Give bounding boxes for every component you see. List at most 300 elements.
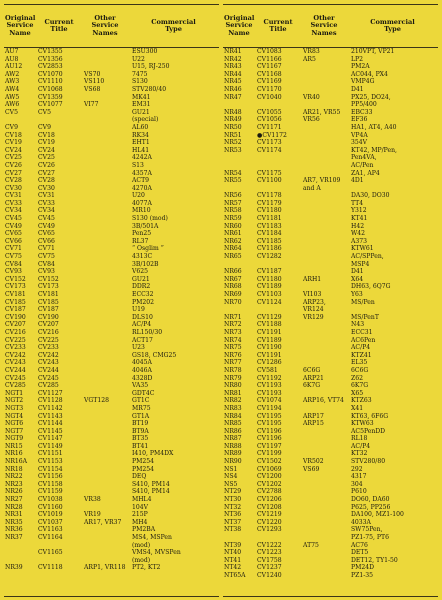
table-row [223, 549, 438, 557]
other-service-names-cell [82, 48, 128, 56]
header-other-service-names: Other Service Names [91, 13, 119, 37]
commercial-type-cell: GDT4C [132, 389, 155, 397]
table-row [223, 435, 438, 443]
other-service-names-cell [82, 458, 128, 466]
other-service-names-cell: 6C6G [303, 366, 321, 374]
other-service-names-cell [301, 526, 347, 541]
original-service-name-cell: NT30 [224, 496, 242, 504]
table-row [4, 162, 219, 170]
original-service-name-cell: NR41 [224, 48, 242, 55]
table-row [4, 526, 219, 534]
original-service-name-cell: CV65 [5, 230, 22, 238]
original-service-name-cell: CV93 [5, 268, 22, 276]
other-service-names-cell: VR83 [303, 48, 320, 55]
original-service-name-cell: NT36 [224, 511, 242, 519]
other-service-names-cell: ARH1 [303, 275, 322, 283]
original-service-name-cell: AW4 [5, 85, 20, 93]
table-row [223, 443, 438, 451]
original-service-name-cell: NR83 [224, 404, 242, 412]
commercial-type-cell: PM254 [132, 465, 154, 473]
table-row [4, 94, 219, 102]
table-row [223, 314, 438, 322]
current-title-cell: CV152 [38, 275, 59, 283]
commercial-type-cell: PM202 [132, 298, 154, 306]
original-service-name-cell: CV190 [5, 313, 26, 321]
other-service-names-cell: VI77 [84, 101, 99, 109]
original-service-name-cell: NR36 [5, 526, 23, 534]
current-title-cell: CV1129 [257, 313, 282, 321]
other-service-names-cell [82, 230, 128, 238]
table-row [223, 71, 438, 79]
commercial-type-cell: MS/PenT [351, 313, 379, 321]
current-title-cell: CV1195 [257, 420, 282, 428]
original-service-name-cell: NR69 [224, 291, 242, 298]
commercial-type-cell: U15, RJ-250 [132, 63, 170, 71]
commercial-type-cell: AC/P4 [351, 442, 371, 450]
table-row [4, 86, 219, 94]
table-row [4, 337, 219, 345]
commercial-type-cell: 4077A [132, 199, 152, 207]
original-service-name-cell: NR35 [5, 518, 23, 526]
header-commercial-type: Commercial Type [151, 17, 196, 33]
table-row [223, 481, 438, 489]
table-row [223, 511, 438, 519]
current-title-cell: CV27 [38, 169, 55, 177]
table-row [223, 458, 438, 466]
right-table-body [223, 48, 438, 596]
other-service-names-cell [82, 139, 128, 147]
current-title-cell: CV1192 [257, 374, 282, 382]
current-title-cell: CV1128 [38, 397, 63, 405]
current-title-cell: CV242 [38, 351, 59, 359]
table-row [4, 101, 219, 109]
current-title-cell: CV581 [257, 366, 278, 374]
original-service-name-cell: NR88 [224, 442, 242, 450]
original-service-name-cell: CV25 [5, 154, 22, 162]
other-service-names-cell [301, 215, 347, 223]
original-service-name-cell: CV66 [5, 237, 22, 245]
table-row [4, 154, 219, 162]
commercial-type-cell: PT2, KT2 [132, 564, 161, 572]
commercial-type-cell: EF36 [351, 116, 368, 124]
table-row [4, 435, 219, 443]
commercial-type-cell: S130 [132, 78, 148, 86]
header-current-title: Current Title [263, 17, 293, 33]
commercial-type-cell: HL41 [132, 146, 150, 154]
current-title-cell: CV1502 [257, 458, 282, 466]
commercial-type-cell: KT63, 6F6G [351, 412, 389, 420]
current-title-cell: CV181 [38, 291, 59, 298]
commercial-type-cell: 4046A [132, 366, 152, 374]
commercial-type-cell: LP2 [351, 55, 364, 63]
commercial-type-cell: KT41 [351, 215, 368, 223]
original-service-name-cell: CV24 [5, 146, 22, 154]
table-row [4, 511, 219, 519]
commercial-type-cell: S410, PM14 [132, 488, 170, 496]
other-service-names-cell [82, 154, 128, 162]
commercial-type-cell: AC/P4 [132, 321, 152, 329]
commercial-type-cell: X65 [351, 389, 364, 397]
commercial-type-cell: DA100, MZ1-100 [351, 511, 404, 519]
other-service-names-cell [301, 71, 347, 79]
original-service-name-cell: NR74 [224, 336, 242, 344]
other-service-names-cell [301, 405, 347, 413]
current-title-cell: CV1056 [257, 116, 282, 124]
commercial-type-cell: H42 [351, 222, 365, 230]
table-row [4, 496, 219, 504]
other-service-names-cell [82, 488, 128, 496]
table-row [223, 329, 438, 337]
other-service-names-cell: ARP23, VR124 [303, 298, 326, 314]
other-service-names-cell: VR129 [303, 313, 324, 321]
original-service-name-cell: NR81 [224, 389, 242, 397]
current-title-cell: CV1180 [257, 207, 282, 215]
table-row [223, 473, 438, 481]
current-title-cell: CV25 [38, 154, 55, 162]
original-service-name-cell: CV33 [5, 199, 22, 207]
original-service-name-cell: NR82 [224, 397, 242, 405]
original-service-name-cell: NR66 [224, 268, 242, 276]
original-service-name-cell: CV18 [5, 131, 22, 139]
original-service-name-cell: CV27 [5, 169, 22, 177]
current-title-cell: CV49 [38, 222, 55, 230]
table-row [4, 147, 219, 155]
original-service-name-cell: NR50 [224, 123, 242, 131]
original-service-name-cell: CV9 [5, 123, 18, 131]
original-service-name-cell: NR73 [224, 328, 242, 336]
table-row [223, 215, 438, 223]
table-row [4, 314, 219, 322]
commercial-type-cell: STV280/80 [351, 458, 386, 466]
original-service-name-cell: AU7 [5, 48, 19, 55]
original-service-name-cell: NR76 [224, 351, 242, 359]
table-row [4, 63, 219, 71]
current-title-cell: CV26 [38, 161, 55, 169]
other-service-names-cell [301, 86, 347, 94]
current-title-cell: CV28 [38, 177, 55, 185]
table-row [223, 63, 438, 71]
current-title-cell: CV1197 [257, 442, 282, 450]
current-title-cell: CV1208 [257, 503, 282, 511]
table-row [4, 488, 219, 496]
original-service-name-cell: CV225 [5, 336, 26, 344]
header-other-service-names: Other Service Names [310, 13, 338, 37]
table-row [4, 200, 219, 208]
original-service-name-cell: NR62 [224, 237, 242, 245]
commercial-type-cell: ESU300 [132, 48, 158, 55]
table-row [223, 86, 438, 94]
other-service-names-cell: AR5 [303, 55, 316, 63]
table-row [223, 321, 438, 329]
original-service-name-cell: CV207 [5, 321, 26, 329]
current-title-cell: CV1163 [38, 526, 63, 534]
other-service-names-cell [301, 488, 347, 496]
other-service-names-cell [301, 519, 347, 527]
original-service-name-cell: NT39 [224, 541, 242, 549]
left-table-header [4, 5, 219, 48]
other-service-names-cell [82, 185, 128, 193]
table-row [4, 230, 219, 238]
other-service-names-cell [82, 268, 128, 276]
current-title-cell: CV1151 [38, 450, 63, 458]
commercial-type-cell: 4328D [132, 374, 153, 382]
current-title-cell: CV1144 [38, 420, 63, 428]
table-row [223, 413, 438, 421]
current-title-cell: CV1359 [38, 93, 63, 101]
table-row [223, 542, 438, 550]
other-service-names-cell [301, 253, 347, 268]
commercial-type-cell: AC/P4 [351, 344, 371, 352]
commercial-type-cell: 6C6G [351, 366, 369, 374]
other-service-names-cell [301, 443, 347, 451]
other-service-names-cell [82, 428, 128, 436]
original-service-name-cell: CV181 [5, 291, 26, 298]
other-service-names-cell [82, 299, 128, 307]
current-title-cell: CV190 [38, 313, 59, 321]
commercial-type-cell: KT32 [351, 450, 368, 458]
original-service-name-cell: NS1 [224, 465, 238, 473]
original-service-name-cell: CV244 [5, 366, 26, 374]
other-service-names-cell: VGT128 [84, 397, 109, 405]
current-title-cell: CV207 [38, 321, 59, 329]
table-row [223, 337, 438, 345]
current-title-cell: CV71 [38, 245, 55, 253]
current-title-cell: CV1170 [257, 85, 282, 93]
other-service-names-cell [82, 94, 128, 102]
commercial-type-cell: PZ1-35 [351, 571, 374, 579]
table-row [223, 56, 438, 64]
current-title-cell: CV1355 [38, 48, 63, 55]
commercial-type-cell: 104V [132, 503, 149, 511]
current-title-cell: CV1193 [257, 389, 282, 397]
table-row [4, 549, 219, 564]
commercial-type-cell: 215P [132, 511, 148, 519]
original-service-name-cell: AW5 [5, 93, 20, 101]
other-service-names-cell: 6K7G [303, 382, 321, 390]
current-title-cell: CV1222 [257, 541, 282, 549]
commercial-type-cell: Pen25 [132, 230, 152, 238]
original-service-name-cell: NT40 [224, 549, 242, 557]
current-title-cell: CV1070 [38, 70, 63, 78]
table-row [223, 109, 438, 117]
current-title-cell: CV1069 [257, 465, 282, 473]
original-service-name-cell: NR80 [224, 382, 242, 390]
current-title-cell: CV1223 [257, 549, 282, 557]
commercial-type-cell: GT1A [132, 412, 150, 420]
original-service-name-cell: NR78 [224, 366, 242, 374]
current-title-cell: CV1220 [257, 518, 282, 526]
current-title-cell: CV1169 [257, 78, 282, 86]
current-title-cell: CV1077 [38, 101, 63, 109]
other-service-names-cell [301, 352, 347, 360]
current-title-cell: CV1103 [257, 291, 282, 298]
other-service-names-cell [301, 329, 347, 337]
original-service-name-cell: NR16 [5, 450, 23, 458]
current-title-cell: CV19 [38, 139, 55, 147]
table-row [4, 375, 219, 383]
other-service-names-cell [82, 549, 128, 564]
current-title-cell: CV1158 [38, 480, 63, 488]
header-commercial-type: Commercial Type [370, 17, 415, 33]
current-title-cell: CV33 [38, 199, 55, 207]
commercial-type-cell: EBC33 [351, 108, 373, 116]
current-title-cell: CV1190 [257, 344, 282, 352]
commercial-type-cell: RL18 [351, 435, 368, 443]
original-service-name-cell: NR16A [5, 458, 28, 466]
original-service-name-cell: NGT6 [5, 420, 24, 428]
table-row [4, 397, 219, 405]
current-title-cell: CV1118 [38, 564, 63, 572]
original-service-name-cell: CV152 [5, 275, 26, 283]
other-service-names-cell: AR21, VR55 [303, 108, 341, 116]
other-service-names-cell [82, 283, 128, 291]
other-service-names-cell [301, 207, 347, 215]
table-row [4, 132, 219, 140]
original-service-name-cell: NR59 [224, 215, 242, 223]
commercial-type-cell: VMS4, MVSPen (mod) [132, 549, 181, 564]
original-service-name-cell: CV245 [5, 374, 26, 382]
commercial-type-cell: DDR2 [132, 283, 151, 291]
other-service-names-cell [82, 329, 128, 337]
commercial-type-cell: DET5 [351, 549, 369, 557]
other-service-names-cell [82, 481, 128, 489]
table-row [4, 139, 219, 147]
current-title-cell: CV30 [38, 184, 55, 192]
commercial-type-cell: RK34 [132, 131, 149, 139]
commercial-type-cell: U19 [132, 306, 145, 314]
other-service-names-cell: VS68 [84, 85, 101, 93]
original-service-name-cell: NR37 [5, 534, 23, 541]
current-title-cell: CV1166 [257, 55, 282, 63]
other-service-names-cell: ARP1, VR118 [84, 564, 126, 572]
original-service-name-cell: NR52 [224, 139, 242, 147]
other-service-names-cell [82, 132, 128, 140]
table-row [223, 132, 438, 140]
current-title-cell: CV285 [38, 382, 59, 390]
commercial-type-cell: U22 [132, 55, 145, 63]
commercial-type-cell: 4317 [351, 473, 367, 481]
original-service-name-cell: NR64 [224, 245, 242, 253]
table-row [223, 78, 438, 86]
other-service-names-cell: VS70 [84, 70, 101, 78]
commercial-type-cell: DEQ [132, 473, 147, 481]
table-row [4, 344, 219, 352]
other-service-names-cell [301, 504, 347, 512]
current-title-cell: CV1356 [38, 55, 63, 63]
original-service-name-cell: NGT3 [5, 404, 24, 412]
other-service-names-cell [82, 337, 128, 345]
other-service-names-cell [82, 63, 128, 71]
table-row [4, 299, 219, 307]
table-row [223, 147, 438, 170]
current-title-cell: CV1100 [257, 177, 282, 185]
other-service-names-cell [301, 230, 347, 238]
table-row [223, 496, 438, 504]
original-service-name-cell: CV19 [5, 139, 22, 147]
original-service-name-cell: NR68 [224, 283, 242, 291]
current-title-cell: CV75 [38, 253, 55, 261]
table-row [223, 291, 438, 299]
current-title-cell: CV1068 [38, 85, 63, 93]
other-service-names-cell [301, 283, 347, 291]
other-service-names-cell [82, 321, 128, 329]
table-row [223, 466, 438, 474]
other-service-names-cell: ARP17 [303, 412, 324, 420]
commercial-type-cell: 4D1 [351, 177, 364, 185]
commercial-type-cell: VA35 [132, 382, 149, 390]
original-service-name-cell: NR22 [5, 473, 23, 481]
original-service-name-cell: NR79 [224, 374, 242, 382]
original-service-name-cell: NR77 [224, 359, 242, 367]
current-title-cell: CV1193 [257, 382, 282, 390]
table-row [223, 170, 438, 178]
table-row [4, 245, 219, 253]
original-service-name-cell: NR31 [5, 511, 23, 519]
current-title-cell: CV243 [38, 359, 59, 367]
other-service-names-cell [301, 245, 347, 253]
other-service-names-cell: AT75 [303, 541, 319, 549]
table-row [4, 450, 219, 458]
original-service-name-cell: CV34 [5, 207, 22, 215]
current-title-cell: CV1040 [257, 93, 282, 101]
current-title-cell: CV1181 [257, 215, 282, 223]
other-service-names-cell [301, 564, 347, 572]
other-service-names-cell [82, 382, 128, 390]
original-service-name-cell: AU12 [5, 63, 23, 71]
commercial-type-cell: BT19 [132, 420, 149, 428]
commercial-type-cell: MS4, MSPen (mod) [132, 534, 172, 549]
commercial-type-cell: 4313C [132, 253, 153, 261]
header-current-title: Current Title [44, 17, 74, 33]
table-row [223, 450, 438, 458]
current-title-cell: CV9 [38, 123, 51, 131]
other-service-names-cell: VR502 [303, 458, 324, 466]
commercial-type-cell: 4045A [132, 359, 152, 367]
other-service-names-cell [301, 337, 347, 345]
commercial-type-cell: X41 [351, 404, 364, 412]
original-service-name-cell: NT37 [224, 518, 242, 526]
commercial-type-cell: DO60, DA60 [351, 496, 390, 504]
commercial-type-cell: BT41 [132, 442, 149, 450]
table-row [4, 443, 219, 451]
table-row [223, 245, 438, 253]
other-service-names-cell [82, 450, 128, 458]
other-service-names-cell [82, 352, 128, 360]
table-row [223, 397, 438, 405]
other-service-names-cell [301, 147, 347, 170]
other-service-names-cell [301, 200, 347, 208]
table-row [223, 139, 438, 147]
current-title-cell: CV1156 [38, 473, 63, 481]
original-service-name-cell: NGT1 [5, 389, 24, 397]
original-service-name-cell: AW3 [5, 78, 20, 86]
table-row [4, 124, 219, 132]
current-title-cell: CV1194 [257, 404, 282, 412]
original-service-name-cell: CV242 [5, 351, 26, 359]
commercial-type-cell: “ Osglim ” [132, 245, 164, 253]
commercial-type-cell: 210VPT, VP21 [351, 48, 395, 55]
other-service-names-cell [82, 534, 128, 549]
other-service-names-cell [301, 124, 347, 132]
current-title-cell: CV1286 [257, 359, 282, 367]
commercial-type-cell: D41 [351, 268, 364, 276]
current-title-cell: CV1195 [257, 412, 282, 420]
current-title-cell: CV31 [38, 192, 55, 200]
commercial-type-cell: X64 [351, 275, 364, 283]
original-service-name-cell: NR87 [224, 435, 242, 443]
table-row [4, 48, 219, 56]
current-title-cell: ●CV1172 [257, 131, 287, 139]
